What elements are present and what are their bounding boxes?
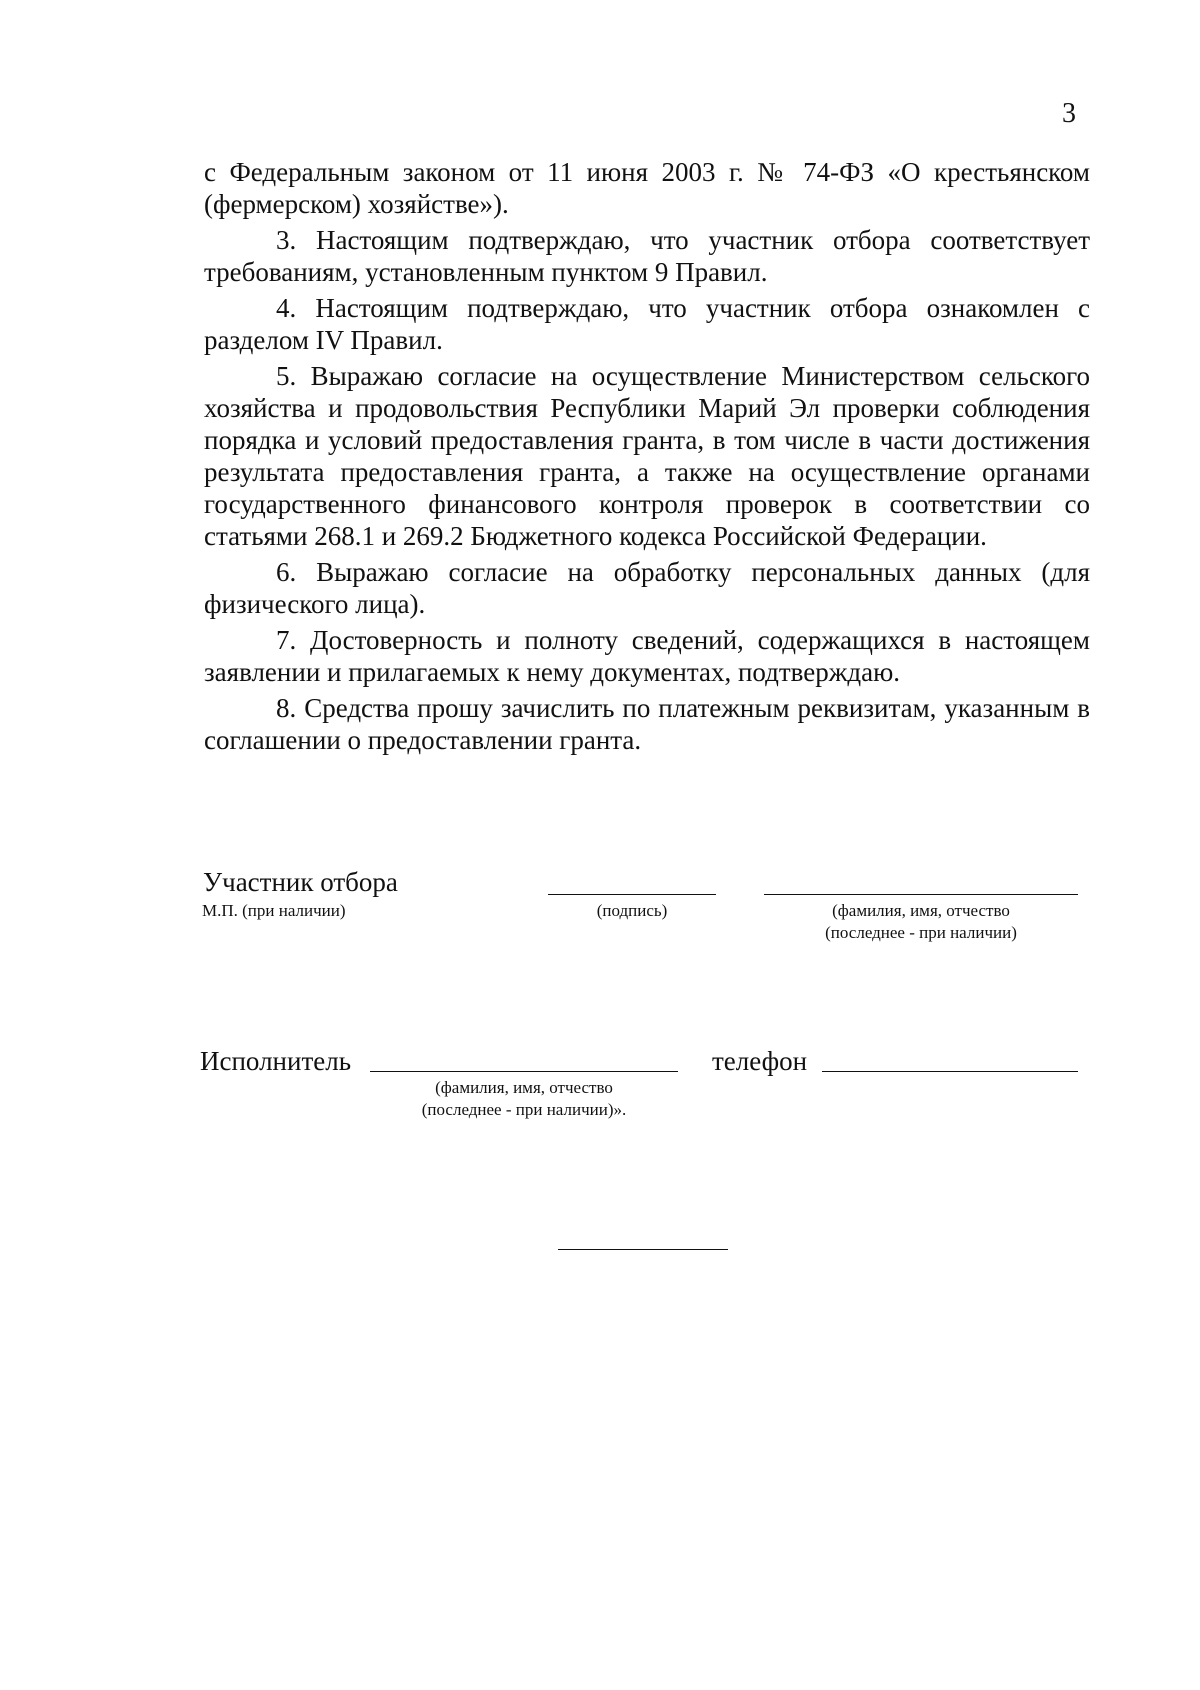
participant-name-line <box>764 894 1078 895</box>
participant-name-caption-line2: (последнее - при наличии) <box>825 923 1017 942</box>
page-number: 3 <box>1062 98 1076 129</box>
executor-name-caption-line1: (фамилия, имя, отчество <box>435 1078 613 1097</box>
paragraph-item-3: 3. Настоящим подтверждаю, что участник отбора соответствует требованиям, установленным пунктом 9 Правил. <box>204 225 1090 287</box>
participant-label: Участник отбора <box>203 867 398 897</box>
phone-label: телефон <box>712 1046 808 1076</box>
executor-name-line <box>370 1071 678 1072</box>
paragraph-item-4: 4. Настоящим подтверждаю, что участник отбора ознакомлен с разделом IV Правил. <box>204 293 1090 355</box>
phone-line <box>822 1071 1078 1072</box>
signature-line <box>548 894 716 895</box>
paragraph-item-7: 7. Достоверность и полноту сведений, содержащихся в настоящем заявлении и прилагаемых к нему документах, подтверждаю. <box>204 625 1090 687</box>
participant-name-caption-line1: (фамилия, имя, отчество <box>832 901 1010 920</box>
paragraph-item-6: 6. Выражаю согласие на обработку персональных данных (для физического лица). <box>204 557 1090 619</box>
paragraph-continuation: с Федеральным законом от 11 июня 2003 г. № 74-ФЗ «О крестьянском (фермерском) хозяйстве»). <box>204 157 1090 219</box>
signature-caption: (подпись) <box>596 901 668 920</box>
executor-name-caption-line2: (последнее - при наличии)». <box>421 1100 627 1119</box>
stamp-note: М.П. (при наличии) <box>202 901 346 920</box>
executor-label: Исполнитель <box>200 1046 352 1076</box>
document-body <box>204 156 1090 760</box>
paragraph-item-8: 8. Средства прошу зачислить по платежным реквизитам, указанным в соглашении о предоставлении гранта. <box>204 693 1090 755</box>
end-rule <box>558 1249 728 1250</box>
paragraph-item-5: 5. Выражаю согласие на осуществление Министерством сельского хозяйства и продовольствия Республики Марий Эл проверки соблюдения порядка и условий предоставления гранта, в том числе в части достижения результата предоставления гранта, а также на осуществление органами государственного финансового контроля проверок в соответствии со статьями 268.1 и 269.2 Бюджетного кодекса Российской Федерации. <box>204 361 1090 551</box>
